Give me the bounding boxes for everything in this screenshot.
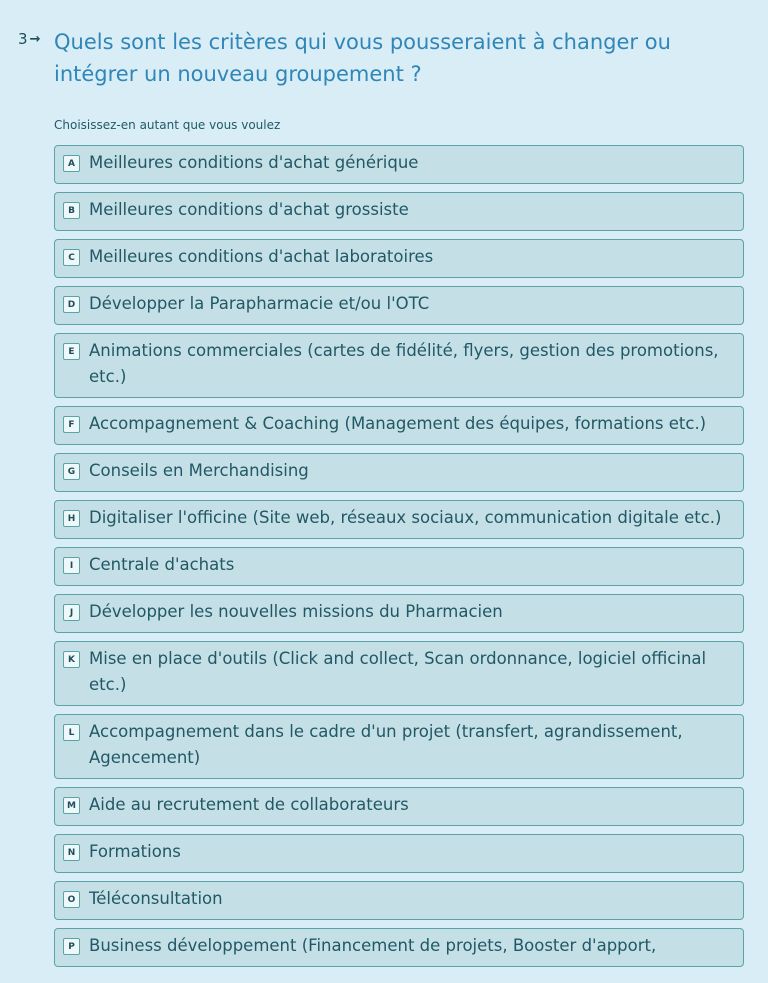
choice-option-d[interactable] bbox=[54, 286, 744, 325]
choice-key-badge: J bbox=[63, 604, 80, 621]
choice-label: Téléconsultation bbox=[89, 889, 223, 908]
choice-option-p[interactable] bbox=[54, 928, 744, 967]
choice-option-j[interactable] bbox=[54, 594, 744, 633]
question-number bbox=[18, 30, 40, 48]
choice-label: Digitaliser l'officine (Site web, réseaux sociaux, communication digitale etc.) bbox=[89, 508, 722, 527]
arrow-right-icon: → bbox=[29, 31, 41, 47]
choice-option-k[interactable] bbox=[54, 641, 744, 706]
choice-label: Business développement (Financement de projets, Booster d'apport, bbox=[89, 936, 657, 955]
choice-key-badge: H bbox=[63, 510, 80, 527]
choice-key-badge: F bbox=[63, 416, 80, 433]
choice-label: Développer la Parapharmacie et/ou l'OTC bbox=[89, 294, 430, 313]
choice-option-b[interactable] bbox=[54, 192, 744, 231]
choice-label: Accompagnement dans le cadre d'un projet (transfert, agrandissement, Agencement) bbox=[89, 722, 683, 767]
choice-option-f[interactable] bbox=[54, 406, 744, 445]
choice-option-i[interactable] bbox=[54, 547, 744, 586]
question-number-text: 3 bbox=[18, 30, 28, 48]
choice-option-e[interactable] bbox=[54, 333, 744, 398]
choice-key-badge: K bbox=[63, 651, 80, 668]
choice-key-badge: N bbox=[63, 844, 80, 861]
choice-option-g[interactable] bbox=[54, 453, 744, 492]
choice-key-badge: O bbox=[63, 891, 80, 908]
choice-label: Centrale d'achats bbox=[89, 555, 235, 574]
choice-option-a[interactable] bbox=[54, 145, 744, 184]
choice-label: Mise en place d'outils (Click and collect, Scan ordonnance, logiciel officinal etc.) bbox=[89, 649, 707, 694]
choice-label: Meilleures conditions d'achat générique bbox=[89, 153, 419, 172]
choice-option-l[interactable] bbox=[54, 714, 744, 779]
choice-key-badge: G bbox=[63, 463, 80, 480]
choice-label: Conseils en Merchandising bbox=[89, 461, 309, 480]
choice-label: Meilleures conditions d'achat laboratoires bbox=[89, 247, 434, 266]
choice-label: Aide au recrutement de collaborateurs bbox=[89, 795, 409, 814]
choice-key-badge: I bbox=[63, 557, 80, 574]
choice-key-badge: M bbox=[63, 797, 80, 814]
choice-option-o[interactable] bbox=[54, 881, 744, 920]
choice-option-n[interactable] bbox=[54, 834, 744, 873]
choice-label: Formations bbox=[89, 842, 181, 861]
choice-key-badge: A bbox=[63, 155, 80, 172]
choice-option-c[interactable] bbox=[54, 239, 744, 278]
choice-label: Développer les nouvelles missions du Pharmacien bbox=[89, 602, 503, 621]
choice-option-h[interactable] bbox=[54, 500, 744, 539]
choice-key-badge: B bbox=[63, 202, 80, 219]
choice-label: Animations commerciales (cartes de fidélité, flyers, gestion des promotions, etc.) bbox=[89, 341, 719, 386]
choice-key-badge: L bbox=[63, 724, 80, 741]
choice-list bbox=[54, 145, 744, 975]
choice-label: Accompagnement & Coaching (Management des équipes, formations etc.) bbox=[89, 414, 707, 433]
choice-label: Meilleures conditions d'achat grossiste bbox=[89, 200, 409, 219]
question-title: Quels sont les critères qui vous pousseraient à changer ou intégrer un nouveau groupement ? bbox=[54, 30, 671, 86]
choice-key-badge: D bbox=[63, 296, 80, 313]
question-hint: Choisissez-en autant que vous voulez bbox=[54, 118, 281, 132]
choice-key-badge: C bbox=[63, 249, 80, 266]
choice-option-m[interactable] bbox=[54, 787, 744, 826]
choice-key-badge: P bbox=[63, 938, 80, 955]
choice-key-badge: E bbox=[63, 343, 80, 360]
